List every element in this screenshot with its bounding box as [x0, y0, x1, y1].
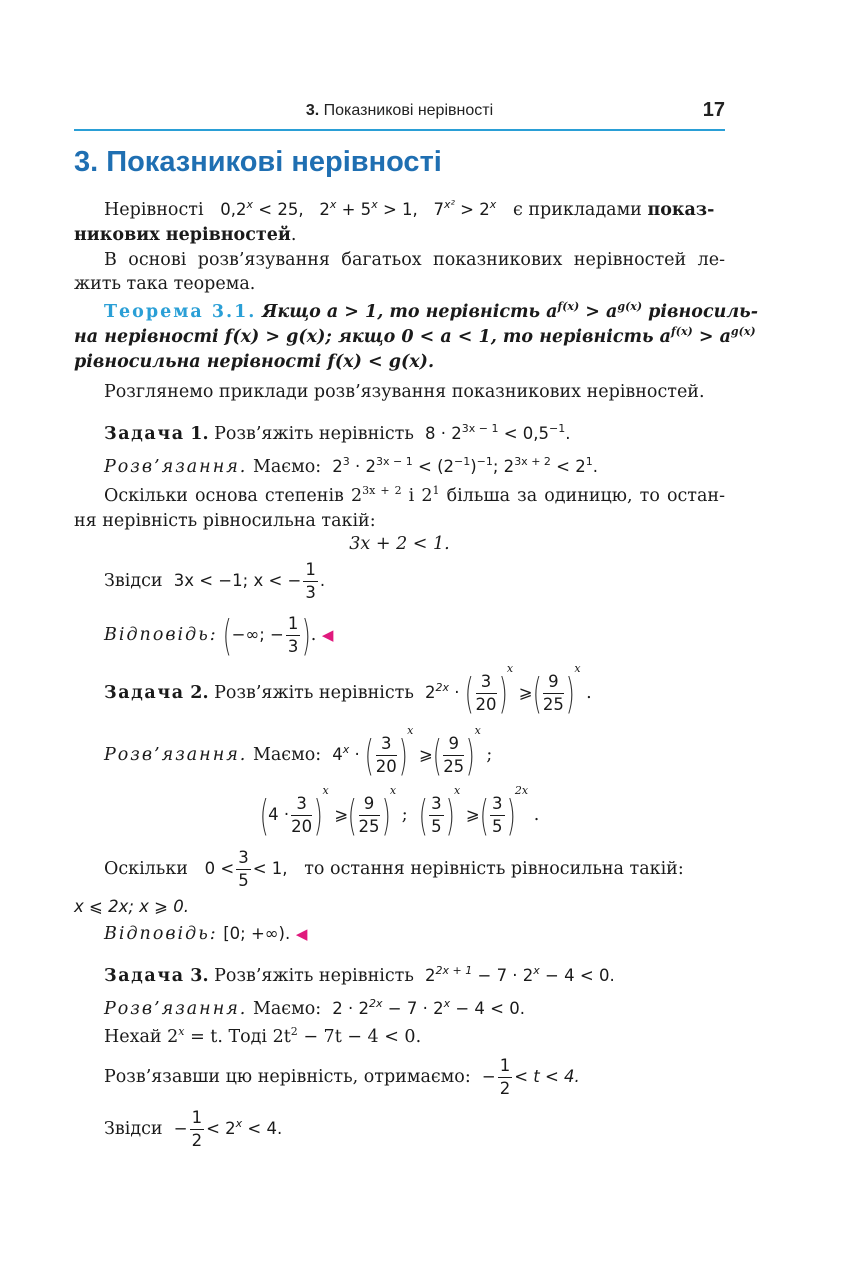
header-divider	[74, 129, 725, 131]
section-title: 3. Показникові нерівності	[74, 146, 442, 178]
intro-line-2: никових нерівностей.	[74, 225, 297, 245]
problem-1-since-line-1: Оскільки основа степенів $2^{3x + 2}$ і $2^1$ більша за одиницю, то остан-	[104, 484, 725, 506]
intro-line-1: Нерівності $0,2^x < 25$, $2^x + 5^x > 1$, $7^{x^2} > 2^x$ є прикладами показ-	[104, 198, 715, 220]
basis-line-1: В основі розв’язування багатьох показникових нерівностей ле-	[104, 250, 725, 270]
theorem-line-2: на нерівності f(x) > g(x); якщо 0 < a < 1, то нерівність $a^{f(x)} > a^{g(x)}$	[74, 325, 756, 347]
theorem-line-1: Теорема 3.1. Якщо a > 1, то нерівність $a^{f(x)} > a^{g(x)}$ рівносиль-	[104, 300, 758, 322]
problem-3-solution: Розв’язання. Маємо: $2 \cdot 2^{2x} - 7 \cdot 2^x - 4 < 0$.	[104, 997, 525, 1019]
problem-1-statement: Задача 1. Розв’яжіть нерівність $8 \cdot 2^{3x - 1} < 0,5^{-1}$.	[104, 422, 571, 444]
problem-1-answer: Відповідь: (−∞; − $\frac{1}{3}$ ). ◀	[104, 610, 334, 660]
problem-2-solution: Розв’язання. Маємо: $4^x$ · ( $\frac{3}{20}$ )$^x$ ⩾( $\frac{9}{25}$ )$^x$ ;	[104, 724, 493, 780]
theorem-line-3: рівносильна нерівності f(x) < g(x).	[74, 352, 435, 372]
basis-line-2: жить така теорема.	[74, 274, 256, 294]
page-number: 17	[702, 99, 725, 121]
examples-intro: Розглянемо приклади розв’язування показникових нерівностей.	[104, 382, 705, 402]
problem-3-substitution: Нехай $2^x = t$. Тоді $2t^2 - 7t - 4 < 0$.	[104, 1025, 422, 1047]
problem-3-hence: Звідси − $\frac{1}{2}$ < $2^x < 4$.	[104, 1108, 283, 1150]
problem-1-equivalent: 3x + 2 < 1.	[349, 534, 450, 554]
problem-2-statement: Задача 2. Розв’яжіть нерівність $2^{2x}$ · ( $\frac{3}{20}$ )$^x$ ⩾( $\frac{9}{25}$ )$^x$ .	[104, 662, 592, 718]
problem-1-since-line-2: ня нерівність рівносильна такій:	[74, 511, 376, 531]
problem-2-since: Оскільки 0 < $\frac{3}{5}$ < 1, то остання нерівність рівносильна такій:	[104, 848, 684, 890]
problem-3-statement: Задача 3. Розв’яжіть нерівність $2^{2x + 1} - 7 \cdot 2^x - 4 < 0$.	[104, 964, 615, 986]
problem-2-result: x ⩽ 2x; x ⩾ 0.	[74, 897, 189, 916]
problem-3-solved: Розв’язавши цю нерівність, отримаємо: − $\frac{1}{2}$ < t < 4.	[104, 1056, 580, 1098]
end-marker-icon: ◀	[295, 925, 308, 943]
problem-2-solution-step: (4 · $\frac{3}{20}$ )$^x$ ⩾( $\frac{9}{25}$ )$^x$ ; ( $\frac{3}{5}$ )$^x$ ⩾( $\frac{3}{5}$ )$^{2x}$ .	[259, 784, 540, 840]
end-marker-icon: ◀	[321, 626, 334, 644]
running-header: 3. Показникові нерівності	[305, 102, 494, 119]
problem-1-solution: Розв’язання. Маємо: $2^3 \cdot 2^{3x - 1} < (2^{-1})^{-1}$; $2^{3x + 2} < 2^1$.	[104, 455, 598, 477]
problem-2-answer: Відповідь: [0; +∞). ◀	[104, 924, 308, 944]
problem-1-hence: Звідси 3x < −1; x < − $\frac{1}{3}$ .	[104, 560, 326, 602]
